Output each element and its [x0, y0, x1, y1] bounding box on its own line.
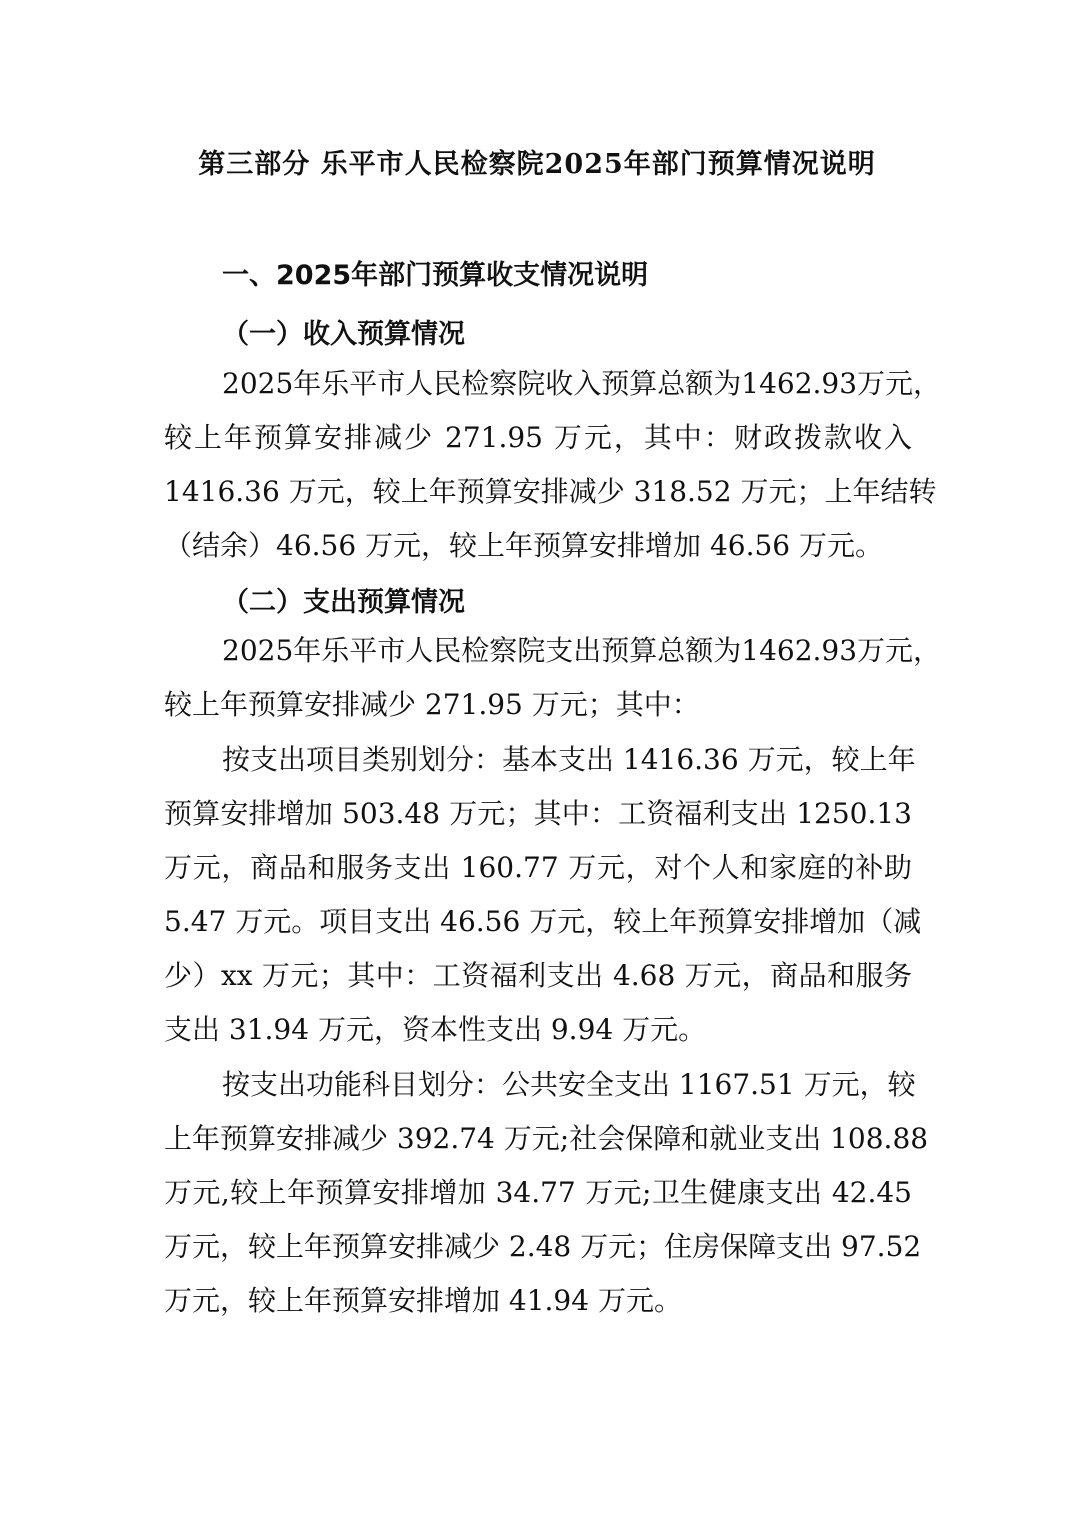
text-line: 1416.36 万元，较上年预算安排减少 318.52 万元；上年结转 — [164, 475, 937, 508]
text-line: 支出 31.94 万元，资本性支出 9.94 万元。 — [164, 1013, 707, 1046]
expenditure-total-paragraph — [164, 624, 942, 732]
text-line: 2025年乐平市人民检察院支出预算总额为1462.93万元， — [222, 634, 942, 667]
text-line: 按支出功能科目划分：公共安全支出 1167.51 万元，较 — [222, 1068, 916, 1101]
document-title: 第三部分 乐平市人民检察院2025年部门预算情况说明 — [198, 149, 876, 180]
subsection-heading-expenditure: （二）支出预算情况 — [222, 587, 465, 618]
text-line: 万元，商品和服务支出 160.77 万元，对个人和家庭的补助 — [164, 851, 912, 884]
section-heading-budget-overview: 一、2025年部门预算收支情况说明 — [222, 260, 649, 291]
text-line: 万元，较上年预算安排增加 41.94 万元。 — [164, 1284, 682, 1317]
text-line: 按支出项目类别划分：基本支出 1416.36 万元，较上年 — [222, 743, 916, 776]
income-paragraph — [164, 357, 942, 573]
text-line: 上年预算安排减少 392.74 万元;社会保障和就业支出 108.88 — [164, 1122, 929, 1155]
text-line: 较上年预算安排减少 271.95 万元；其中： — [164, 688, 700, 721]
text-line: 万元，较上年预算安排减少 2.48 万元；住房保障支出 97.52 — [164, 1230, 922, 1263]
text-line: 较上年预算安排减少 271.95 万元，其中：财政拨款收入 — [164, 421, 912, 454]
text-line: 2025年乐平市人民检察院收入预算总额为1462.93万元， — [222, 367, 942, 400]
expenditure-by-category-paragraph — [164, 733, 922, 1057]
text-line: 万元,较上年预算安排增加 34.77 万元;卫生健康支出 42.45 — [164, 1176, 912, 1209]
text-line: 少）xx 万元；其中：工资福利支出 4.68 万元，商品和服务 — [164, 959, 912, 992]
text-line: 5.47 万元。项目支出 46.56 万元，较上年预算安排增加（减 — [164, 905, 922, 938]
text-line: （结余）46.56 万元，较上年预算安排增加 46.56 万元。 — [164, 529, 884, 562]
subsection-heading-income: （一）收入预算情况 — [222, 319, 465, 350]
text-line: 预算安排增加 503.48 万元；其中：工资福利支出 1250.13 — [164, 797, 912, 830]
expenditure-by-function-paragraph — [164, 1058, 929, 1328]
